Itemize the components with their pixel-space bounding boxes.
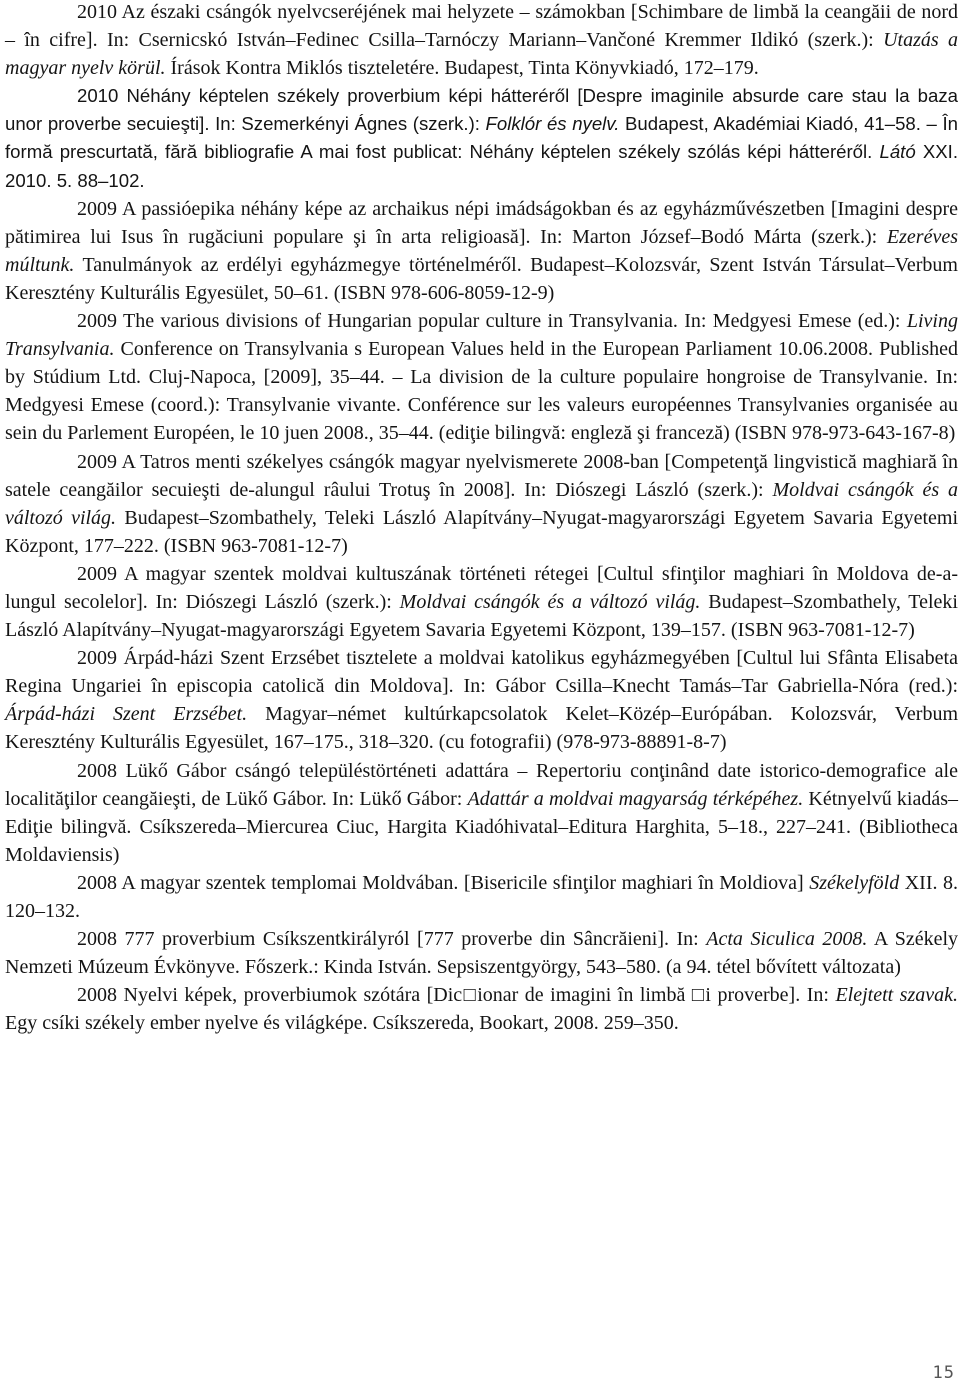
entry-title-italic: Elejtett szavak.	[835, 984, 959, 1007]
bibliography-entry	[5, 195, 958, 307]
entry-text: Egy csíki székely ember nyelve és világképe. Csíkszereda, Bookart, 2008. 259–350.	[5, 1012, 679, 1035]
entry-text: 2009 A magyar szentek moldvai kultuszának történeti rétegei [Cultul sfinţilor maghiari în Moldova de-a-lungul secolelor]. In: Diószegi László (szerk.):	[5, 562, 958, 613]
entry-text: 2010 Az északi csángók nyelvcseréjének mai helyzete – számokban [Schimbare de limbă la ceangăii de nord – în cifre]. In: Csernicskó István–Fedinec Csilla–Tarnóczy Mariann–Vančoné Kremmer Ildikó (szerk.):	[5, 1, 958, 52]
entry-title-italic: Ezeréves múltunk.	[5, 225, 958, 276]
document-page	[5, 0, 958, 1037]
entry-text: Conference on Transylvania s European Values held in the European Parliament 10.06.2008. Published by Stúdium Ltd. Cluj-Napoca, [2009], 35–44. – La division de la culture populaire hongroise de Transylvanie. In: Medgyesi Emese (coord.): Transylvanie vivante. Conférence sur les valeurs européennes Transylvanies organisée au sein du Parlement Européen, le 10 juen 2008., 35–44. (ediţie bilingvă: engleză şi franceză) (ISBN 978-973-643-167-8)	[5, 338, 958, 445]
entry-title-italic: Árpád-házi Szent Erzsébet.	[5, 703, 248, 726]
entry-text: Kétnyelvű kiadás–Ediţie bilingvă. Csíkszereda–Miercurea Ciuc, Hargita Kiadóhivatal–Editura Harghita, 5–18., 227–241. (Bibliotheca Moldaviensis)	[5, 787, 959, 866]
entry-text: 2008 Nyelvi képek, proverbiumok szótára [Dic□ionar de imagini în limbă □i proverbe]. In:	[77, 984, 836, 1007]
entry-text: XII. 8. 120–132.	[5, 871, 959, 922]
bibliography-entry	[5, 757, 958, 869]
entry-text: 2010 Néhány képtelen székely proverbium képi hátteréről [Despre imaginile absurde care stau la baza unor proverbe secuieşti]. In: Szemerkényi Ágnes (szerk.):	[5, 85, 958, 135]
bibliography-entry	[5, 82, 958, 194]
entry-title-italic: Látó	[879, 141, 916, 163]
entry-text: 2009 A passióepika néhány képe az archaikus népi imádságokban és az egyházművészetben [Imagini despre pătimirea lui Isus în rugăciuni populare şi în arta religioasă]. In: Marton József–Bodó Márta (szerk.):	[5, 197, 958, 248]
entry-text: A Székely Nemzeti Múzeum Évkönyve. Főszerk.: Kinda István. Sepsiszentgyörgy, 543–580. (a 94. tétel bővített változata)	[5, 928, 959, 979]
bibliography-entry	[5, 0, 958, 82]
bibliography-entry	[5, 925, 958, 981]
entry-title-italic: Folklór és nyelv.	[485, 113, 620, 135]
entry-title-italic: Living Transylvania.	[5, 310, 958, 361]
bibliography-entry	[5, 869, 958, 925]
entry-text: Magyar–német kultúrkapcsolatok Kelet–Közép–Európában. Kolozsvár, Verbum Keresztény Kulturális Egyesület, 167–175., 318–320. (cu fotografii) (978-973-88891-8-7)	[5, 703, 959, 754]
entry-text: 2008 A magyar szentek templomai Moldvában. [Bisericile sfinţilor maghiari în Moldiova]	[77, 871, 810, 894]
entry-text: 2009 The various divisions of Hungarian popular culture in Transylvania. In: Medgyesi Emese (ed.):	[77, 310, 907, 333]
entry-title-italic: Székelyföld	[809, 871, 900, 894]
entry-text: Tanulmányok az erdélyi egyházmegye történelméről. Budapest–Kolozsvár, Szent István Társulat–Verbum Keresztény Kulturális Egyesület, 50–61. (ISBN 978-606-8059-12-9)	[5, 253, 958, 304]
page-number: 15	[932, 1363, 955, 1383]
bibliography-entry	[5, 560, 958, 644]
bibliography-entry	[5, 981, 958, 1037]
entry-text: Budapest–Szombathely, Teleki László Alapítvány–Nyugat-magyarországi Egyetem Savaria Egyetemi Központ, 177–222. (ISBN 963-7081-12-7)	[5, 506, 959, 557]
entry-text: 2009 Árpád-házi Szent Erzsébet tisztelete a moldvai katolikus egyházmegyében [Cultul lui Sfânta Elisabeta Regina Ungariei în episcopia catolică din Moldova]. In: Gábor Csilla–Knecht Tamás–Tar Gabriella-Nóra (red.):	[5, 647, 958, 698]
entry-text: Írások Kontra Miklós tiszteletére. Budapest, Tinta Könyvkiadó, 172–179.	[165, 57, 759, 80]
entry-text: 2008 777 proverbium Csíkszentkirályról [777 proverbe din Sâncrăieni]. In:	[77, 928, 707, 951]
bibliography-list	[5, 0, 958, 1037]
entry-text: Budapest–Szombathely, Teleki László Alapítvány–Nyugat-magyarországi Egyetem Savaria Egyetemi Központ, 139–157. (ISBN 963-7081-12-7)	[5, 590, 958, 642]
entry-title-italic: Utazás a magyar nyelv körül.	[5, 29, 958, 80]
entry-text: Budapest, Akadémiai Kiadó, 41–58. – În formă prescurtată, fără bibliografie A mai fost publicat: Néhány képtelen székely szólás képi hátteréről.	[5, 113, 959, 163]
entry-text: 2009 A Tatros menti székelyes csángók magyar nyelvismerete 2008-ban [Competenţă lingvistică maghiară în satele ceangăilor secuieşti de-alungul râului Trotuş în 2008]. In: Diószegi László (szerk.):	[5, 450, 958, 501]
entry-title-italic: Adattár a moldvai magyarság térképéhez.	[467, 787, 804, 810]
entry-title-italic: Moldvai csángók és a változó világ.	[5, 478, 958, 529]
entry-title-italic: Moldvai csángók és a változó világ.	[399, 590, 701, 613]
bibliography-entry	[5, 644, 958, 756]
bibliography-entry	[5, 307, 958, 447]
entry-text: 2008 Lükő Gábor csángó településtörténeti adattára – Repertoriu conţinând date istorico-demografice ale localităţilor ceangăieşti, de Lükő Gábor. In: Lükő Gábor:	[5, 759, 958, 810]
entry-title-italic: Acta Siculica 2008.	[706, 928, 868, 951]
bibliography-entry	[5, 448, 958, 560]
entry-text: XXI. 2010. 5. 88–102.	[5, 141, 958, 191]
